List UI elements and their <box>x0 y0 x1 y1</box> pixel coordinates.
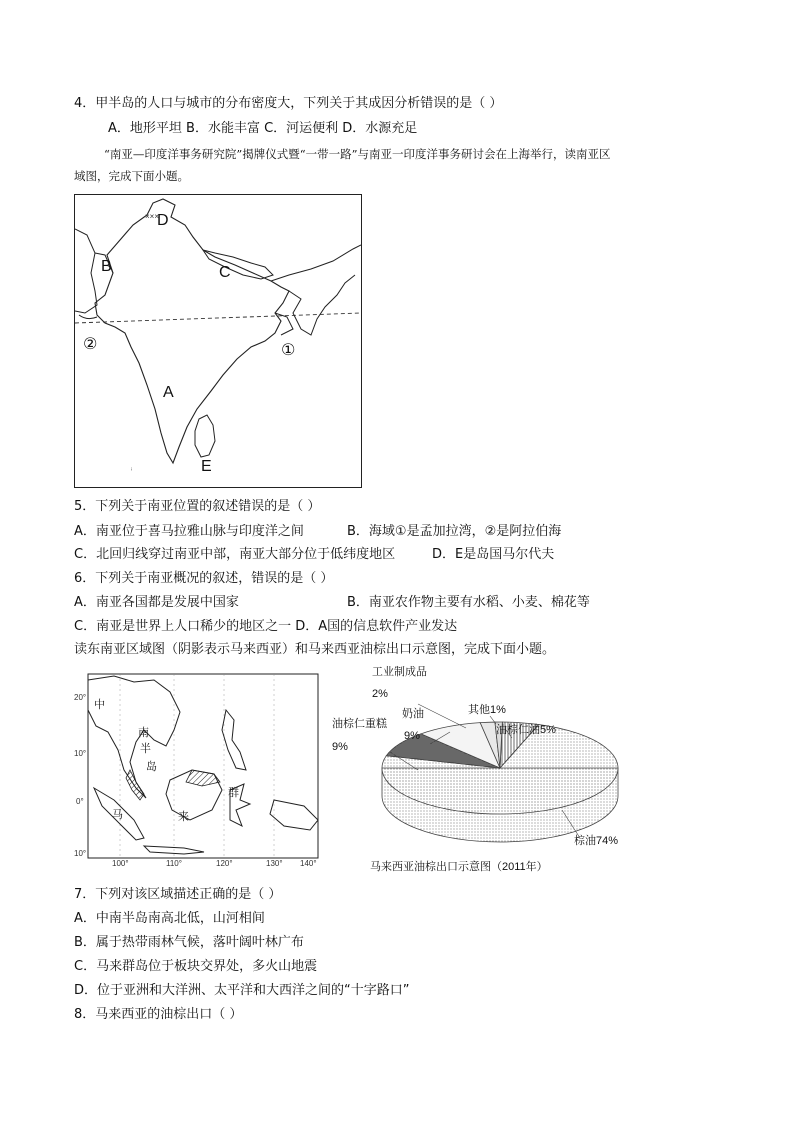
lon-label-110: 110° <box>166 859 182 866</box>
south-asia-map-svg <box>75 195 361 487</box>
svg-text:×××: ××× <box>145 212 160 221</box>
q6-opt-cd: C．南亚是世界上人口稀少的地区之一 D．A国的信息软件产业发达 <box>74 619 458 634</box>
palm-oil-export-chart <box>330 660 640 875</box>
malaysia-borneo <box>186 770 220 786</box>
q7-opt-d: D．位于亚洲和大洋洲、太平洋和大西洋之间的“十字路口” <box>74 983 410 998</box>
nepal-outline <box>203 250 273 279</box>
lon-label-100: 100° <box>112 859 129 866</box>
south-asia-map <box>74 194 362 488</box>
q5-opt-b: B．海域①是孟加拉湾，②是阿拉伯海 <box>347 524 562 539</box>
label-nan: 南 <box>138 727 149 739</box>
label-E: E <box>201 458 212 475</box>
lat-label-10n: 10° <box>74 749 87 758</box>
intro1-line1: “南亚—印度洋事务研究院”揭牌仪式暨“一带一路”与南亚一印度洋事务研讨会在上海举行，读南亚区 <box>104 147 611 161</box>
q5-opt-d: D．E是岛国马尔代夫 <box>432 547 555 562</box>
q5-stem: 5．下列关于南亚位置的叙述错误的是（ ） <box>74 499 321 514</box>
pakistan-border <box>75 229 97 313</box>
intro2: 读东南亚区域图（阴影表示马来西亚）和马来西亚油棕出口示意图，完成下面小题。 <box>74 642 556 657</box>
label-kernel-cake-value: 9% <box>332 741 348 753</box>
label-ban: 半 <box>140 743 151 755</box>
label-other: 其他1% <box>468 704 506 716</box>
label-kernel-cake: 油棕仁重糕 <box>332 718 387 730</box>
label-sea1: ① <box>281 342 296 359</box>
q5-opt-a: A．南亚位于喜马拉雅山脉与印度洋之间 <box>74 524 304 539</box>
lon-label-130: 130° <box>266 859 283 866</box>
q4-stem: 4．甲半岛的人口与城市的分布密度大，下列关于其成因分析错误的是（ ） <box>74 96 503 111</box>
label-A: A <box>163 384 174 401</box>
intro1-line2: 域图，完成下面小题。 <box>74 169 189 183</box>
lat-label-20: 20° <box>74 693 87 702</box>
label-butter-value: 9% <box>404 730 420 742</box>
q6-opt-b: B．南亚农作物主要有水稻、小麦、棉花等 <box>347 595 590 610</box>
q7-opt-a: A．中南半岛南高北低，山河相间 <box>74 911 265 926</box>
label-butter: 奶油 <box>402 708 424 720</box>
q6-stem: 6．下列关于南亚概况的叙述，错误的是（ ） <box>74 571 334 586</box>
lat-label-10s: 10° <box>74 849 87 858</box>
chart-title: 马来西亚油棕出口示意图（2011年） <box>370 861 548 873</box>
svg-text:ⁱ: ⁱ <box>131 468 133 475</box>
new-guinea-outline <box>270 800 318 830</box>
label-industrial: 工业制成品 <box>372 666 427 678</box>
lat-label-0: 0° <box>76 797 84 806</box>
label-C: C <box>219 264 231 281</box>
q5-opt-c: C．北回归线穿过南亚中部，南亚大部分位于低纬度地区 <box>74 547 396 562</box>
lon-label-140: 140° <box>300 859 317 866</box>
label-kernel-oil: 油棕仁油5% <box>496 724 556 736</box>
q6-opt-a: A．南亚各国都是发展中国家 <box>74 595 239 610</box>
bangladesh-ne-border <box>271 245 361 335</box>
philippines-outline <box>222 710 246 770</box>
label-industrial-value: 2% <box>372 688 388 700</box>
label-qun: 群 <box>228 787 239 799</box>
label-ma: 马 <box>112 809 123 821</box>
pie-leader-line <box>418 704 466 728</box>
label-D: D <box>157 212 169 229</box>
q7-opt-b: B．属于热带雨林气候，落叶阔叶林广布 <box>74 935 304 950</box>
malaysia-peninsula <box>126 770 144 800</box>
label-sea2: ② <box>83 336 98 353</box>
label-dao: 岛 <box>146 761 157 773</box>
label-palm-oil: 棕油74% <box>574 835 619 847</box>
southeast-asia-map-svg <box>74 670 322 866</box>
label-lai: 来 <box>178 811 189 823</box>
pie-chart-svg <box>330 660 640 875</box>
label-zhong: 中 <box>94 699 105 711</box>
sri-lanka-outline <box>195 415 215 457</box>
southeast-asia-map <box>74 670 322 866</box>
q4-options: A．地形平坦 B．水能丰富 C．河运便利 D．水源充足 <box>108 121 418 136</box>
india-outline <box>95 199 289 463</box>
q7-opt-c: C．马来群岛位于板块交界处，多火山地震 <box>74 959 318 974</box>
q8-stem: 8．马来西亚的油棕出口（ ） <box>74 1007 243 1022</box>
label-B: B <box>101 258 112 275</box>
q7-stem: 7．下列对该区域描述正确的是（ ） <box>74 887 282 902</box>
lon-label-120: 120° <box>216 859 233 866</box>
